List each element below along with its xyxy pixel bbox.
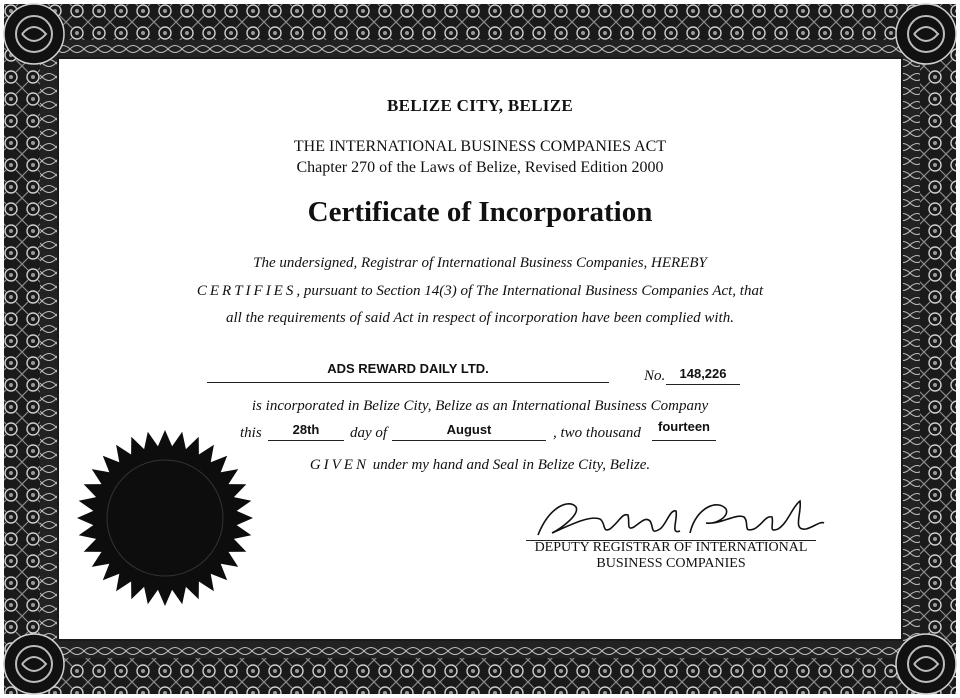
given-line-rest: under my hand and Seal in Belize City, Belize. — [368, 457, 651, 473]
number-label: No. — [644, 368, 666, 384]
day-value: 28th — [292, 422, 320, 437]
month-underline — [392, 440, 546, 441]
company-underline — [207, 382, 609, 383]
certifies-word: CERTIFIES — [196, 283, 297, 299]
company-number: 148,226 — [679, 366, 727, 381]
signatory-title-line-2: BUSINESS COMPANIES — [596, 556, 746, 571]
day-of-label: day of — [350, 425, 388, 441]
chapter-reference: Chapter 270 of the Laws of Belize, Revised Edition 2000 — [296, 159, 664, 176]
body-line-3: all the requirements of said Act in respect of incorporation have been complied with. — [226, 310, 734, 326]
two-thousand-label: , two thousand — [553, 425, 641, 441]
this-label: this — [240, 425, 262, 441]
month-value: August — [446, 422, 492, 437]
day-underline — [268, 440, 344, 441]
city-heading: BELIZE CITY, BELIZE — [386, 96, 574, 115]
certificate-title: Certificate of Incorporation — [307, 196, 653, 228]
body-line-2-rest: , pursuant to Section 14(3) of The International Business Companies Act, that — [296, 283, 764, 299]
body-line-1: The undersigned, Registrar of International Business Companies, HEREBY — [253, 255, 707, 271]
registrar-signature — [530, 495, 830, 545]
official-seal — [75, 428, 255, 608]
company-name: ADS REWARD DAILY LTD. — [327, 361, 489, 376]
year-underline — [652, 440, 716, 441]
signatory-title-line-1: DEPUTY REGISTRAR OF INTERNATIONAL — [534, 540, 808, 555]
body-line-2 — [0, 283, 960, 300]
act-name: THE INTERNATIONAL BUSINESS COMPANIES ACT — [293, 138, 667, 155]
body-line-4: is incorporated in Belize City, Belize as an International Business Company — [251, 398, 709, 414]
given-word: GIVEN — [309, 457, 369, 473]
year-value: fourteen — [658, 419, 710, 434]
number-underline — [666, 384, 740, 385]
